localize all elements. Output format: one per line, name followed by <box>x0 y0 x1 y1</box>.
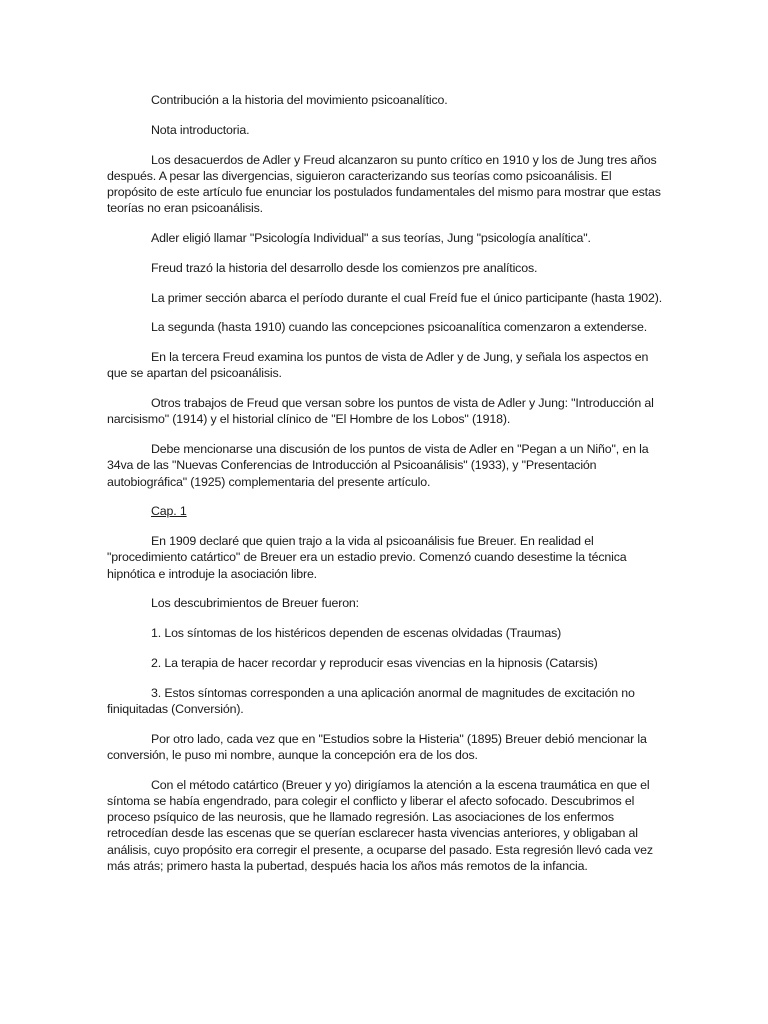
intro-paragraph: Los desacuerdos de Adler y Freud alcanzaron su punto crítico en 1910 y los de Jung tres años después. A pesar las divergencias, siguieron caracterizando sus teorías como psicoanálisis. El propósito de este artículo fue enunciar los postulados fundamentales del mismo para mostrar que estas teorías no eran psicoanálisis. <box>107 152 661 216</box>
chapter-paragraph: Los descubrimientos de Breuer fueron: <box>151 596 359 611</box>
intro-paragraph: Otros trabajos de Freud que versan sobre los puntos de vista de Adler y Jung: "Introducción al narcisismo" (1914) y el historial clínico de "El Hombre de los Lobos" (1918). <box>107 396 654 427</box>
chapter-heading: Cap. 1 <box>151 504 187 519</box>
chapter-list-item: 3. Estos síntomas corresponden a una aplicación anormal de magnitudes de excitación no finiquitadas (Conversión). <box>107 685 635 716</box>
chapter-list-item: 2. La terapia de hacer recordar y reproducir esas vivencias en la hipnosis (Catarsis) <box>151 655 598 670</box>
document-body <box>107 92 663 888</box>
intro-paragraph: Freud trazó la historia del desarrollo desde los comienzos pre analíticos. <box>151 260 538 275</box>
chapter-paragraph: Por otro lado, cada vez que en "Estudios sobre la Histeria" (1895) Breuer debió mencionar la conversión, le puso mi nombre, aunque la concepción era de los dos. <box>107 731 647 762</box>
chapter-paragraph: En 1909 declaré que quien trajo a la vida al psicoanálisis fue Breuer. En realidad el "procedimiento catártico" de Breuer era un estadio previo. Comenzó cuando desestime la técnica hipnótica e introduje la asociación libre. <box>107 534 627 581</box>
intro-paragraph: En la tercera Freud examina los puntos de vista de Adler y de Jung, y señala los aspectos en que se apartan del psicoanálisis. <box>107 350 649 381</box>
intro-paragraph: Debe mencionarse una discusión de los puntos de vista de Adler en "Pegan a un Niño", en la 34va de las "Nuevas Conferencias de Introducción al Psicoanálisis" (1933), y "Presentación autobiográfica" (1925) complementaria del presente artículo. <box>107 442 649 489</box>
intro-paragraph: Adler eligió llamar "Psicología Individual" a sus teorías, Jung "psicología analítica". <box>151 231 591 245</box>
intro-paragraph: La segunda (hasta 1910) cuando las concepciones psicoanalítica comenzaron a extenderse. <box>151 320 647 335</box>
intro-paragraph: La primer sección abarca el período durante el cual Freíd fue el único participante (hasta 1902). <box>151 290 662 305</box>
chapter-list-item: 1. Los síntomas de los histéricos dependen de escenas olvidadas (Traumas) <box>151 626 562 641</box>
chapter-heading-line <box>107 503 663 519</box>
document-title: Contribución a la historia del movimiento psicoanalítico. <box>151 93 448 107</box>
note-heading: Nota introductoria. <box>151 122 250 137</box>
chapter-paragraph: Con el método catártico (Breuer y yo) dirigíamos la atención a la escena traumática en que el síntoma se había engendrado, para colegir el conflicto y liberar el afecto sofocado. Descubrimos el proceso psíquico de las neurosis, que he llamado regresión. Las asociaciones de los enfermos retrocedían desde las escenas que se querían esclarecer hasta vivencias anteriores, y obligaban al análisis, cuyo propósito era corregir el presente, a ocuparse del pasado. Esta regresión llevó cada vez más atrás; primero hasta la pubertad, después hacia los años más remotos de la infancia. <box>107 777 653 873</box>
